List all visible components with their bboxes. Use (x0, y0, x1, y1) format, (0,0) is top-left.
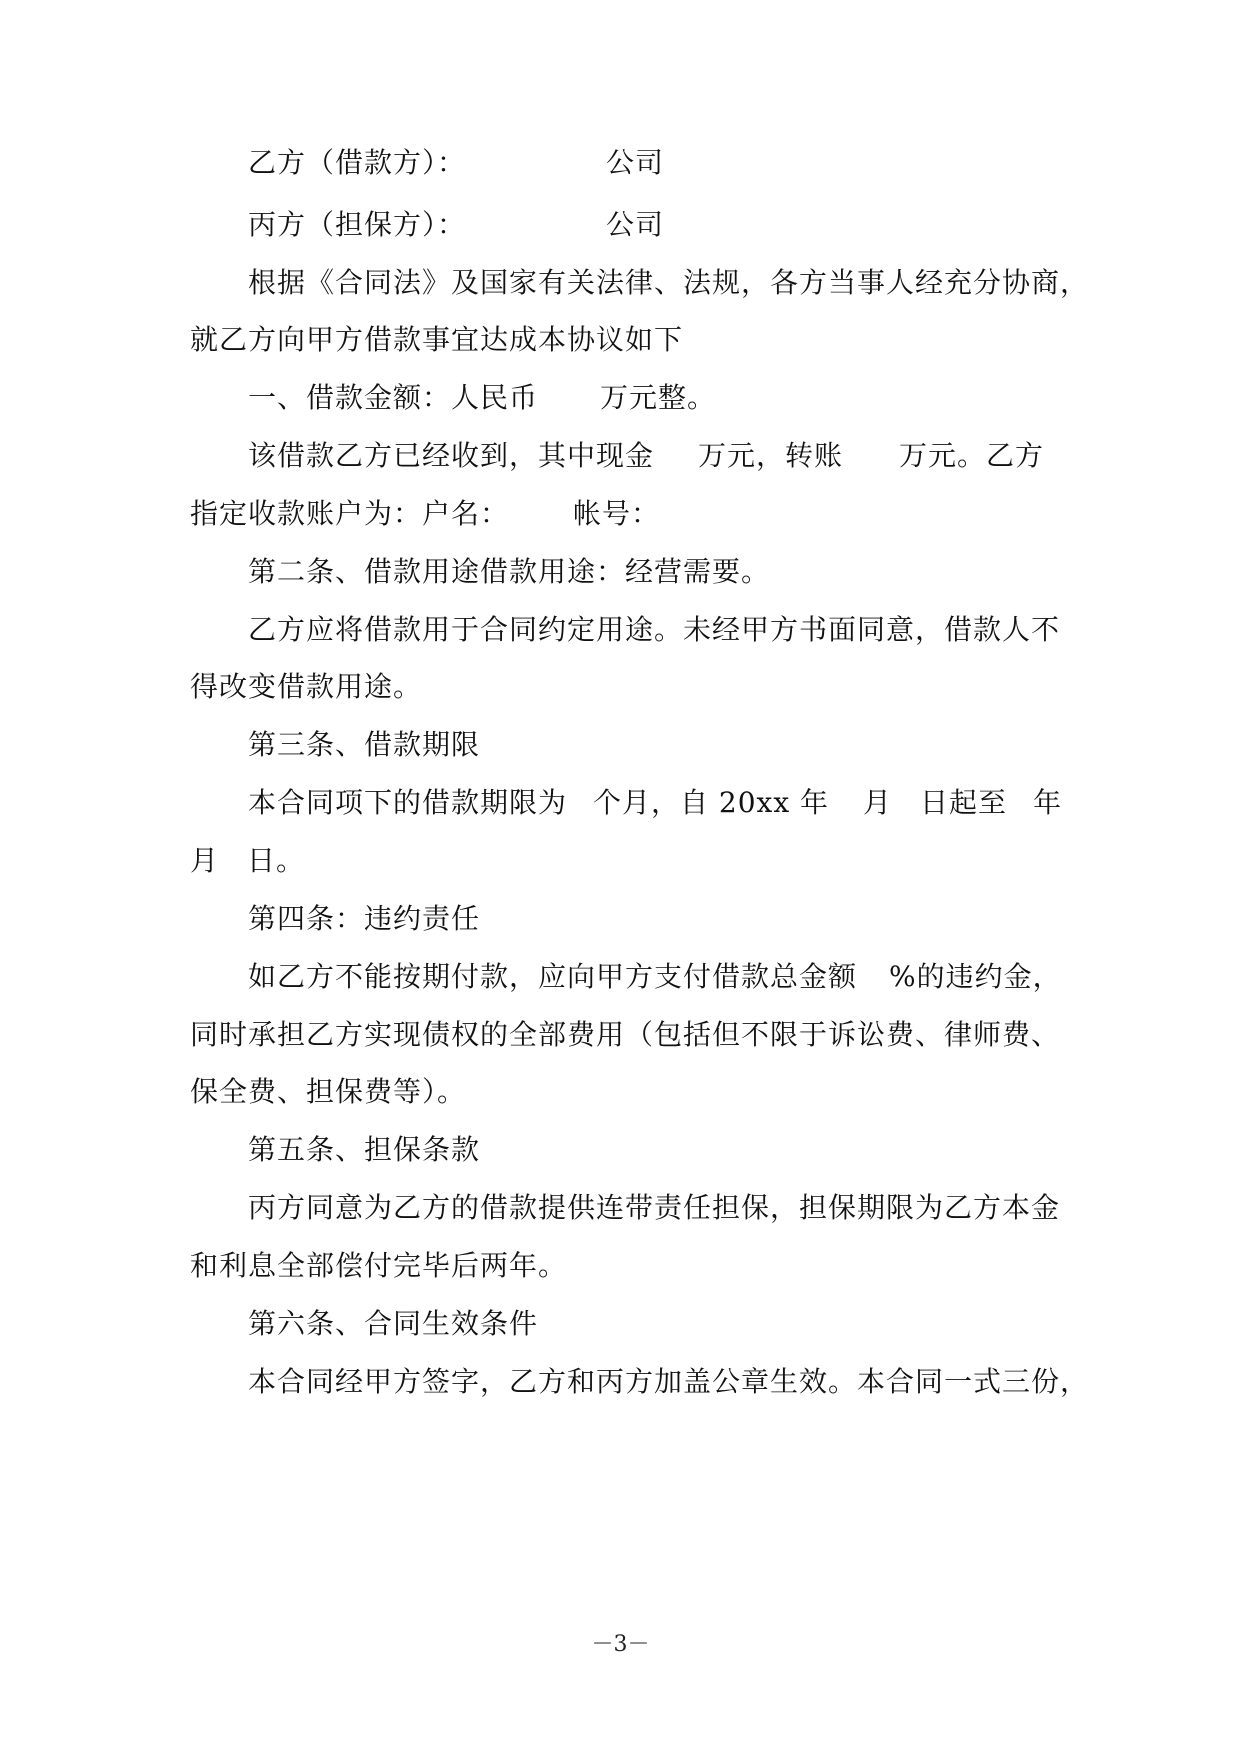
article-heading: 第三条、借款期限 (248, 728, 481, 761)
article-heading: 第四条：违约责任 (248, 902, 481, 935)
term-end-line (190, 841, 305, 881)
party-c-company: 公司 (606, 208, 665, 241)
paragraph-line: 丙方同意为乙方的借款提供连带责任担保，担保期限为乙方本金 (248, 1191, 1061, 1224)
term-start-day: 日起至 (920, 786, 1008, 819)
receipt-line (248, 436, 1044, 476)
party-c-label: 丙方（担保方）： (248, 208, 467, 241)
article-heading: 第二条、借款用途借款用途：经营需要。 (248, 555, 771, 588)
term-end-year: 年 (1033, 786, 1063, 819)
paragraph-line: 就乙方向甲方借款事宜达成本协议如下 (190, 323, 684, 356)
paragraph-line: 同时承担乙方实现债权的全部费用（包括但不限于诉讼费、律师费、 (190, 1018, 1061, 1051)
term-line (248, 783, 1062, 823)
paragraph-line: 和利息全部偿付完毕后两年。 (190, 1249, 568, 1282)
party-c-line (248, 205, 664, 245)
party-b-label: 乙方（借款方）： (248, 146, 467, 179)
penalty-label: 如乙方不能按期付款，应向甲方支付借款总金额 (248, 960, 858, 993)
loan-amount-unit: 万元整。 (600, 381, 717, 414)
account-number-label: 帐号： (573, 497, 661, 530)
article-heading: 第六条、合同生效条件 (248, 1307, 539, 1340)
term-start-year: 个月，自 20xx 年 (593, 786, 830, 819)
paragraph-line: 本合同经甲方签字，乙方和丙方加盖公章生效。本合同一式三份， (248, 1365, 1090, 1398)
term-end-day: 日。 (247, 844, 306, 877)
paragraph-line: 乙方应将借款用于合同约定用途。未经甲方书面同意，借款人不 (248, 613, 1061, 646)
paragraph-line: 根据《合同法》及国家有关法律、法规，各方当事人经充分协商， (248, 266, 1090, 299)
term-start-month: 月 (863, 786, 893, 819)
term-label: 本合同项下的借款期限为 (248, 786, 568, 819)
penalty-rate: %的违约金， (889, 960, 1062, 993)
paragraph-line: 得改变借款用途。 (190, 670, 423, 703)
paragraph-line: 保全费、担保费等）。 (190, 1075, 467, 1108)
loan-amount-label: 一、借款金额：人民币 (248, 381, 539, 414)
account-name-label: 指定收款账户为：户名： (190, 497, 510, 530)
transfer-label: 万元，转账 (698, 439, 844, 472)
account-line (190, 494, 660, 534)
transfer-unit: 万元。乙方 (899, 439, 1045, 472)
cash-label: 该借款乙方已经收到，其中现金 (248, 439, 655, 472)
term-end-month: 月 (190, 844, 220, 877)
article-heading: 第五条、担保条款 (248, 1133, 481, 1166)
party-b-company: 公司 (606, 146, 665, 179)
penalty-line (248, 957, 1062, 997)
article-one-line (248, 378, 716, 418)
page-number: －3－ (591, 1632, 650, 1657)
party-b-line (248, 143, 664, 183)
